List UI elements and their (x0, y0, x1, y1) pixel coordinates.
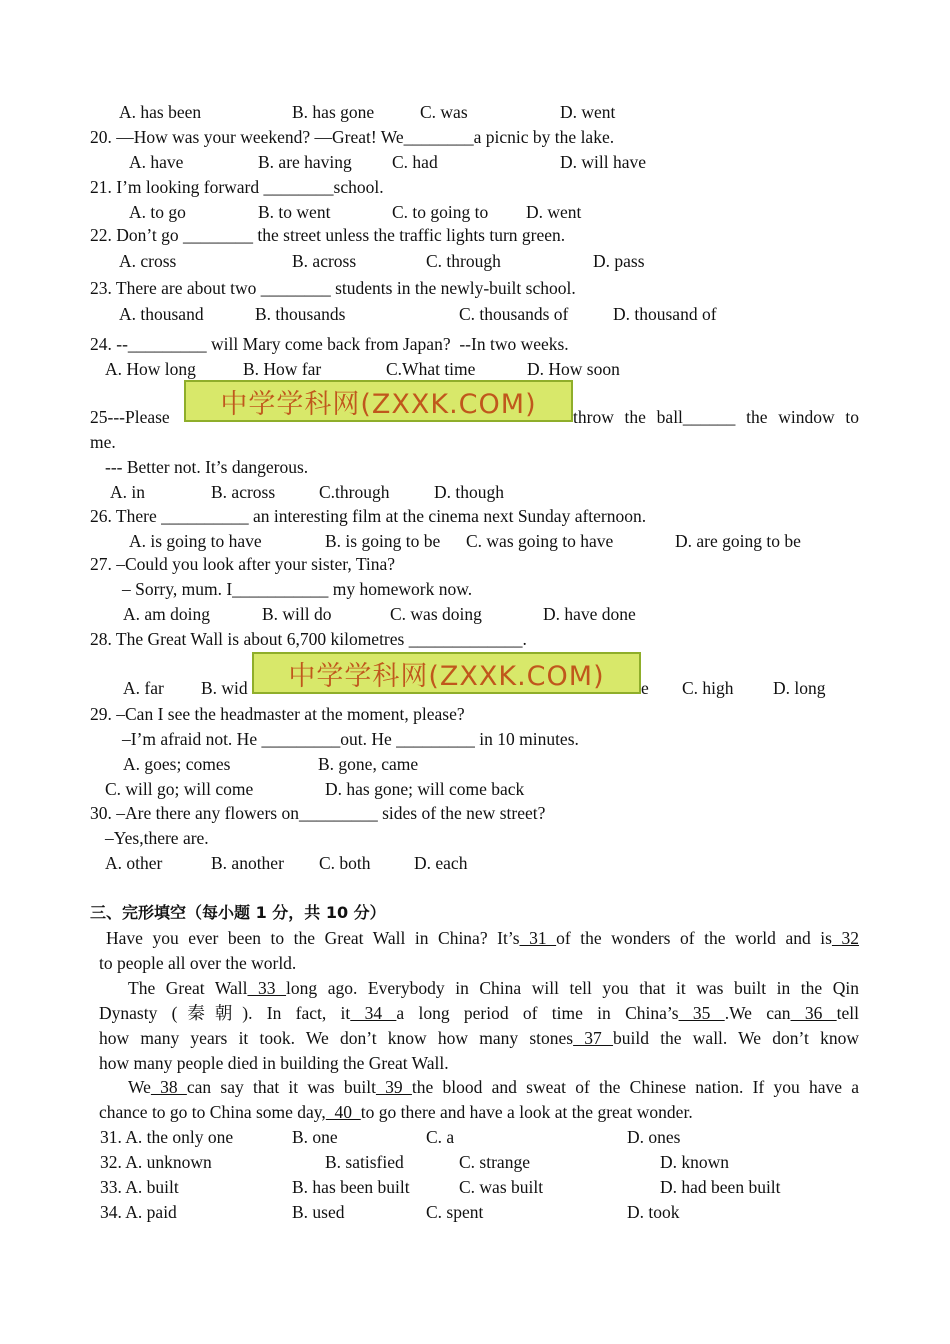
q29-option-b: B. gone, came (318, 754, 419, 774)
passage-line-1: Have you ever been to the Great Wall in China? It’s 31 of the wonders of the world and is 32 (106, 928, 860, 948)
q34-option-a: 34. A. paid (100, 1202, 177, 1222)
passage-line-4: Dynasty (秦朝). In fact, it 34 a long period of time in China’s 35 .We can 36 tell (99, 1003, 860, 1023)
q26-stem: 26. There __________ an interesting film at the cinema next Sunday afternoon. (90, 506, 647, 526)
q23-option-b: B. thousands (255, 304, 346, 324)
q21-option-a: A. to go (129, 202, 186, 222)
q30-option-b: B. another (211, 853, 284, 873)
q23-option-a: A. thousand (119, 304, 204, 324)
blank-38: 38 (150, 1077, 187, 1097)
passage-line-2: to people all over the world. (99, 953, 297, 973)
q25-option-a: A. in (110, 482, 145, 502)
q21-stem: 21. I’m looking forward ________school. (90, 177, 384, 197)
q22-option-d: D. pass (593, 251, 645, 271)
q25-option-b: B. across (211, 482, 276, 502)
blank-33: 33 (247, 978, 287, 998)
q29-reply: –I’m afraid not. He _________out. He _________ in 10 minutes. (122, 729, 579, 749)
q20-option-d: D. will have (560, 152, 647, 172)
blank-36: 36 (790, 1003, 837, 1023)
q27-reply: – Sorry, mum. I___________ my homework now. (122, 579, 473, 599)
q29-option-d: D. has gone; will come back (325, 779, 525, 799)
blank-40: 40 (325, 1102, 361, 1122)
q20-option-a: A. have (129, 152, 184, 172)
q29-option-a: A. goes; comes (123, 754, 231, 774)
q33-option-b: B. has been built (292, 1177, 410, 1197)
q25-option-d: D. though (434, 482, 504, 502)
q25-suffix: throw the ball______ the window to (573, 407, 859, 427)
q29-stem: 29. –Can I see the headmaster at the moment, please? (90, 704, 465, 724)
q22-option-c: C. through (426, 251, 501, 271)
q27-option-c: C. was doing (390, 604, 482, 624)
q27-option-b: B. will do (262, 604, 332, 624)
q22-stem: 22. Don’t go ________ the street unless the traffic lights turn green. (90, 225, 566, 245)
q28-option-a: A. far (123, 678, 164, 698)
q31-option-c: C. a (426, 1127, 455, 1147)
q28-option-b: B. wid (201, 678, 248, 698)
q33-option-a: 33. A. built (100, 1177, 179, 1197)
q30-option-a: A. other (105, 853, 163, 873)
passage-line-8: chance to go to China some day, 40 to go there and have a look at the great wonder. (99, 1102, 693, 1122)
q20-option-b: B. are having (258, 152, 352, 172)
q32-option-d: D. known (660, 1152, 730, 1172)
q24-option-c: C.What time (386, 359, 476, 379)
passage-line-5: how many years it took. We don’t know how many stones 37 build the wall. We don’t know (99, 1028, 860, 1048)
q22-option-a: A. cross (119, 251, 177, 271)
q24-option-a: A. How long (105, 359, 196, 379)
q21-option-d: D. went (526, 202, 582, 222)
q32-option-c: C. strange (459, 1152, 530, 1172)
q34-option-b: B. used (292, 1202, 345, 1222)
q33-option-d: D. had been built (660, 1177, 781, 1197)
q30-reply: –Yes,there are. (105, 828, 209, 848)
q25-prefix: 25---Please (90, 407, 170, 427)
blank-31: 31 (519, 928, 557, 948)
q24-option-d: D. How soon (527, 359, 620, 379)
blank-37: 37 (573, 1028, 614, 1048)
q22-option-b: B. across (292, 251, 357, 271)
q26-option-d: D. are going to be (675, 531, 801, 551)
q19-option-c: C. was (420, 102, 468, 122)
q28-option-b-tail: e (641, 678, 649, 698)
q23-option-d: D. thousand of (613, 304, 717, 324)
q34-option-d: D. took (627, 1202, 680, 1222)
q26-option-a: A. is going to have (129, 531, 262, 551)
q24-stem: 24. --_________ will Mary come back from Japan? --In two weeks. (90, 334, 569, 354)
q29-option-c: C. will go; will come (105, 779, 254, 799)
q23-stem: 23. There are about two ________ students in the newly-built school. (90, 278, 576, 298)
q33-option-c: C. was built (459, 1177, 544, 1197)
q19-option-a: A. has been (119, 102, 202, 122)
q19-option-d: D. went (560, 102, 616, 122)
passage-line-3: The Great Wall 33 long ago. Everybody in China will tell you that it was built in the Qin (128, 978, 859, 998)
q31-option-b: B. one (292, 1127, 338, 1147)
q26-option-b: B. is going to be (325, 531, 441, 551)
q32-option-b: B. satisfied (325, 1152, 404, 1172)
q34-option-c: C. spent (426, 1202, 484, 1222)
q31-option-d: D. ones (627, 1127, 681, 1147)
blank-34: 34 (350, 1003, 397, 1023)
q24-option-b: B. How far (243, 359, 322, 379)
section-heading: 三、完形填空（每小题 1 分，共 10 分） (90, 903, 386, 922)
q30-stem: 30. –Are there any flowers on_________ sides of the new street? (90, 803, 546, 823)
q30-option-d: D. each (414, 853, 468, 873)
q28-stem: 28. The Great Wall is about 6,700 kilometres _____________. (90, 629, 527, 649)
q30-option-c: C. both (319, 853, 371, 873)
passage-line-7: We 38 can say that it was built 39 the blood and sweat of the Chinese nation. If you have a (128, 1077, 860, 1097)
q20-stem: 20. —How was your weekend? —Great! We________a picnic by the lake. (90, 127, 615, 147)
watermark-banner: 中学学科网(ZXXK.COM) (184, 380, 573, 422)
q25-reply: --- Better not. It’s dangerous. (105, 457, 309, 477)
q21-option-c: C. to going to (392, 202, 489, 222)
q26-option-c: C. was going to have (466, 531, 614, 551)
watermark-banner: 中学学科网(ZXXK.COM) (252, 652, 641, 694)
q25-option-c: C.through (319, 482, 390, 502)
q28-option-d: D. long (773, 678, 826, 698)
q21-option-b: B. to went (258, 202, 331, 222)
q25-continuation: me. (90, 432, 116, 452)
q20-option-c: C. had (392, 152, 438, 172)
q32-option-a: 32. A. unknown (100, 1152, 212, 1172)
blank-39: 39 (375, 1077, 412, 1097)
q27-stem: 27. –Could you look after your sister, Tina? (90, 554, 396, 574)
q27-option-d: D. have done (543, 604, 636, 624)
blank-32: 32 (831, 928, 860, 948)
q31-option-a: 31. A. the only one (100, 1127, 234, 1147)
passage-line-6: how many people died in building the Great Wall. (99, 1053, 449, 1073)
q27-option-a: A. am doing (123, 604, 211, 624)
blank-35: 35 (678, 1003, 725, 1023)
q23-option-c: C. thousands of (459, 304, 569, 324)
q28-option-c: C. high (682, 678, 734, 698)
q19-option-b: B. has gone (292, 102, 375, 122)
